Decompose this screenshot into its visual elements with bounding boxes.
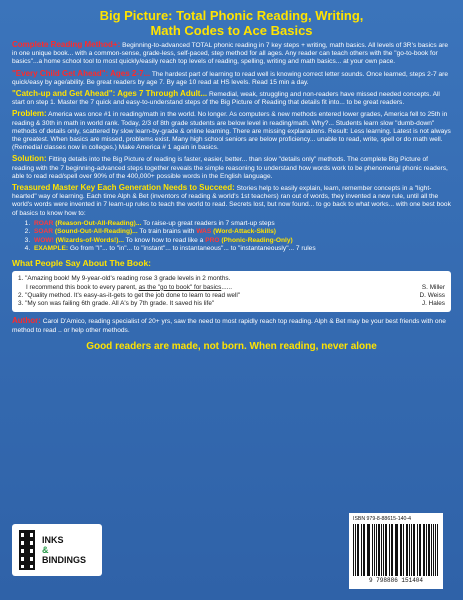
barcode-bar bbox=[364, 524, 365, 576]
barcode-bar bbox=[392, 524, 393, 576]
heading-problem: Problem: bbox=[12, 109, 47, 119]
text-author: Carol D'Amico, reading specialist of 20+ yrs, saw the need to most rapidly reach top reading. Alph & Bet may be your best friends with one method to read .. or help other methods. bbox=[12, 318, 446, 334]
barcode-bar bbox=[383, 524, 384, 576]
list-item: 4. EXAMPLE: Go from "I"... to "in"... to "instant"... to instantaneous"... to "instantaneously"... 7 rules bbox=[32, 245, 451, 253]
barcode-bars bbox=[353, 524, 439, 576]
text-catch-up: Remedial, weak, struggling and non-readers have missed needed concepts. All start on step 1. Master the 7 quick and easy-to-understand steps of the Big Picture of Reading that details fit into... to be great readers. bbox=[12, 91, 440, 107]
barcode-bar bbox=[406, 524, 407, 576]
steps-list bbox=[12, 220, 451, 254]
barcode-bar bbox=[424, 524, 425, 576]
text-problem: America was once #1 in reading/math in the world. No longer. As computers & new methods entered lower grades, America fell to 25th in reading & 30th in math in world rank. Today, 2/3 of 8th grade students are below level in reading/math. Why?... Students learn slow "dumb-down" methods of details only, scattered by slow learn-by-grade & online learning. There are missing explanations. Result: Less learning. Latest is not always the greatest. When basics are missed, problems exist. Many high school seniors are below proficiency... unable to read, write, spell or do math well. (Remedial classes now in colleges.) Make America # 1 again in basics. bbox=[12, 111, 451, 152]
review-1: 1. "Amazing book! My 9-year-old's reading rose 3 grade levels in 2 months. I recommend this book to every parent, as the "go to book" for basics...... S. Miller bbox=[18, 275, 445, 291]
barcode-bar bbox=[355, 524, 356, 576]
barcode-bar bbox=[414, 524, 415, 576]
section-solution bbox=[12, 155, 451, 181]
barcode-bar bbox=[420, 524, 421, 576]
barcode-number: 9 798886 151404 bbox=[368, 577, 423, 584]
publisher-logo: INKS & BINDINGS bbox=[12, 521, 102, 579]
section-catch-up bbox=[12, 90, 451, 107]
reviews-heading: What People Say About The Book: bbox=[12, 258, 151, 269]
barcode-bar bbox=[389, 524, 390, 576]
barcode-bar bbox=[433, 524, 434, 576]
text-complete-method: Beginning-to-advanced TOTAL phonic reading in 7 key steps + writing, math basics. All levels of 3R's basics are in one unique book... with a common-sense, grade-less, self-paced, step method for all ages. Any reader can teach others with the "go-to-book for basics"...a home school tool to most quickly/easily reach top levels of reading, spelling, writing and math basics... at your own pace. bbox=[12, 42, 449, 66]
isbn-text: ISBN 979-8-88615-140-4 bbox=[353, 516, 411, 522]
heading-treasured-key: Treasured Master Key Each Generation Needs to Succeed: bbox=[12, 183, 235, 193]
section-treasured-key bbox=[12, 184, 451, 218]
section-problem bbox=[12, 110, 451, 152]
heading-catch-up: "Catch-up and Get Ahead": Ages 7 Through Adult... bbox=[12, 89, 208, 99]
section-every-child bbox=[12, 70, 451, 87]
review-author: S. Miller bbox=[421, 283, 445, 291]
review-2: 2. "Quality method. It's easy-as-it-gets to get the job done to learn to read well" D. Weiss bbox=[18, 291, 445, 299]
film-reel-icon bbox=[16, 530, 38, 570]
list-item: 1. ROAR (Reason-Out-All-Reading)... To raise-up great readers in 7 smart-up steps bbox=[32, 220, 451, 228]
heading-complete-method: Complete Reading Method+: bbox=[12, 40, 121, 49]
barcode-bar bbox=[369, 524, 370, 576]
section-author bbox=[12, 317, 451, 334]
review-author: J. Hales bbox=[421, 300, 445, 308]
text-solution: Fitting details into the Big Picture of reading is faster, easier, better... than slow "details only" methods. The complete Big Picture of reading with the 7 beginning-advanced steps together reveals the simple reasoning to understand how words work to be phenomenal phonic readers, able to read read/spell over 90% of the 400,000+ possible words in the English language. bbox=[12, 156, 448, 180]
review-author: D. Weiss bbox=[419, 291, 445, 299]
tagline: Good readers are made, not born. When reading, never alone bbox=[86, 340, 377, 352]
barcode-bar bbox=[379, 524, 380, 576]
barcode bbox=[349, 513, 443, 589]
heading-every-child: "Every Child Get Ahead": Ages 2-7... bbox=[12, 68, 151, 78]
book-title: Big Picture: Total Phonic Reading, Writing, Math Codes to Ace Basics bbox=[99, 8, 364, 38]
text-treasured-key: Stories help to easily explain, learn, remember concepts in a "light-hearted" way of learning. Each time Alph & Bet (inventors of reading & world's 1st teachers) ran out of words, they invented a new rule, until all the world's words were invented in 7 learn-up rules to teach the world to read. Secrets lost, but now found... to go back to what works... with one best book of basics to know how to: bbox=[12, 185, 451, 217]
barcode-bar bbox=[411, 524, 412, 576]
section-complete-method bbox=[12, 41, 451, 67]
text-every-child: The hardest part of learning to read well is knowing correct letter sounds. Once learned, steps 2-7 are quick/easy by age/ability. Be great readers by age 7. By age 10 read at HS levels. Read 15 min a day. bbox=[12, 70, 449, 86]
reviews-box bbox=[12, 271, 451, 312]
list-item: 3. WOW! (Wizards-of-Words!)... To know how to read like a PRO (Phonic-Reading-Only) bbox=[32, 237, 451, 245]
barcode-bar bbox=[361, 524, 362, 576]
review-3: 3. "My son was failing 6th grade. All A's by 7th grade. It saved his life" J. Hales bbox=[18, 300, 445, 308]
barcode-bar bbox=[397, 524, 398, 576]
list-item: 2. SOAR (Sound-Out-All-Reading)... To train brains with WAS (Word-Attack-Skills) bbox=[32, 228, 451, 236]
barcode-bar bbox=[429, 524, 430, 576]
barcode-bar bbox=[403, 524, 404, 576]
heading-author: Author: bbox=[12, 316, 41, 326]
heading-solution: Solution: bbox=[12, 154, 47, 164]
barcode-bar bbox=[374, 524, 375, 576]
